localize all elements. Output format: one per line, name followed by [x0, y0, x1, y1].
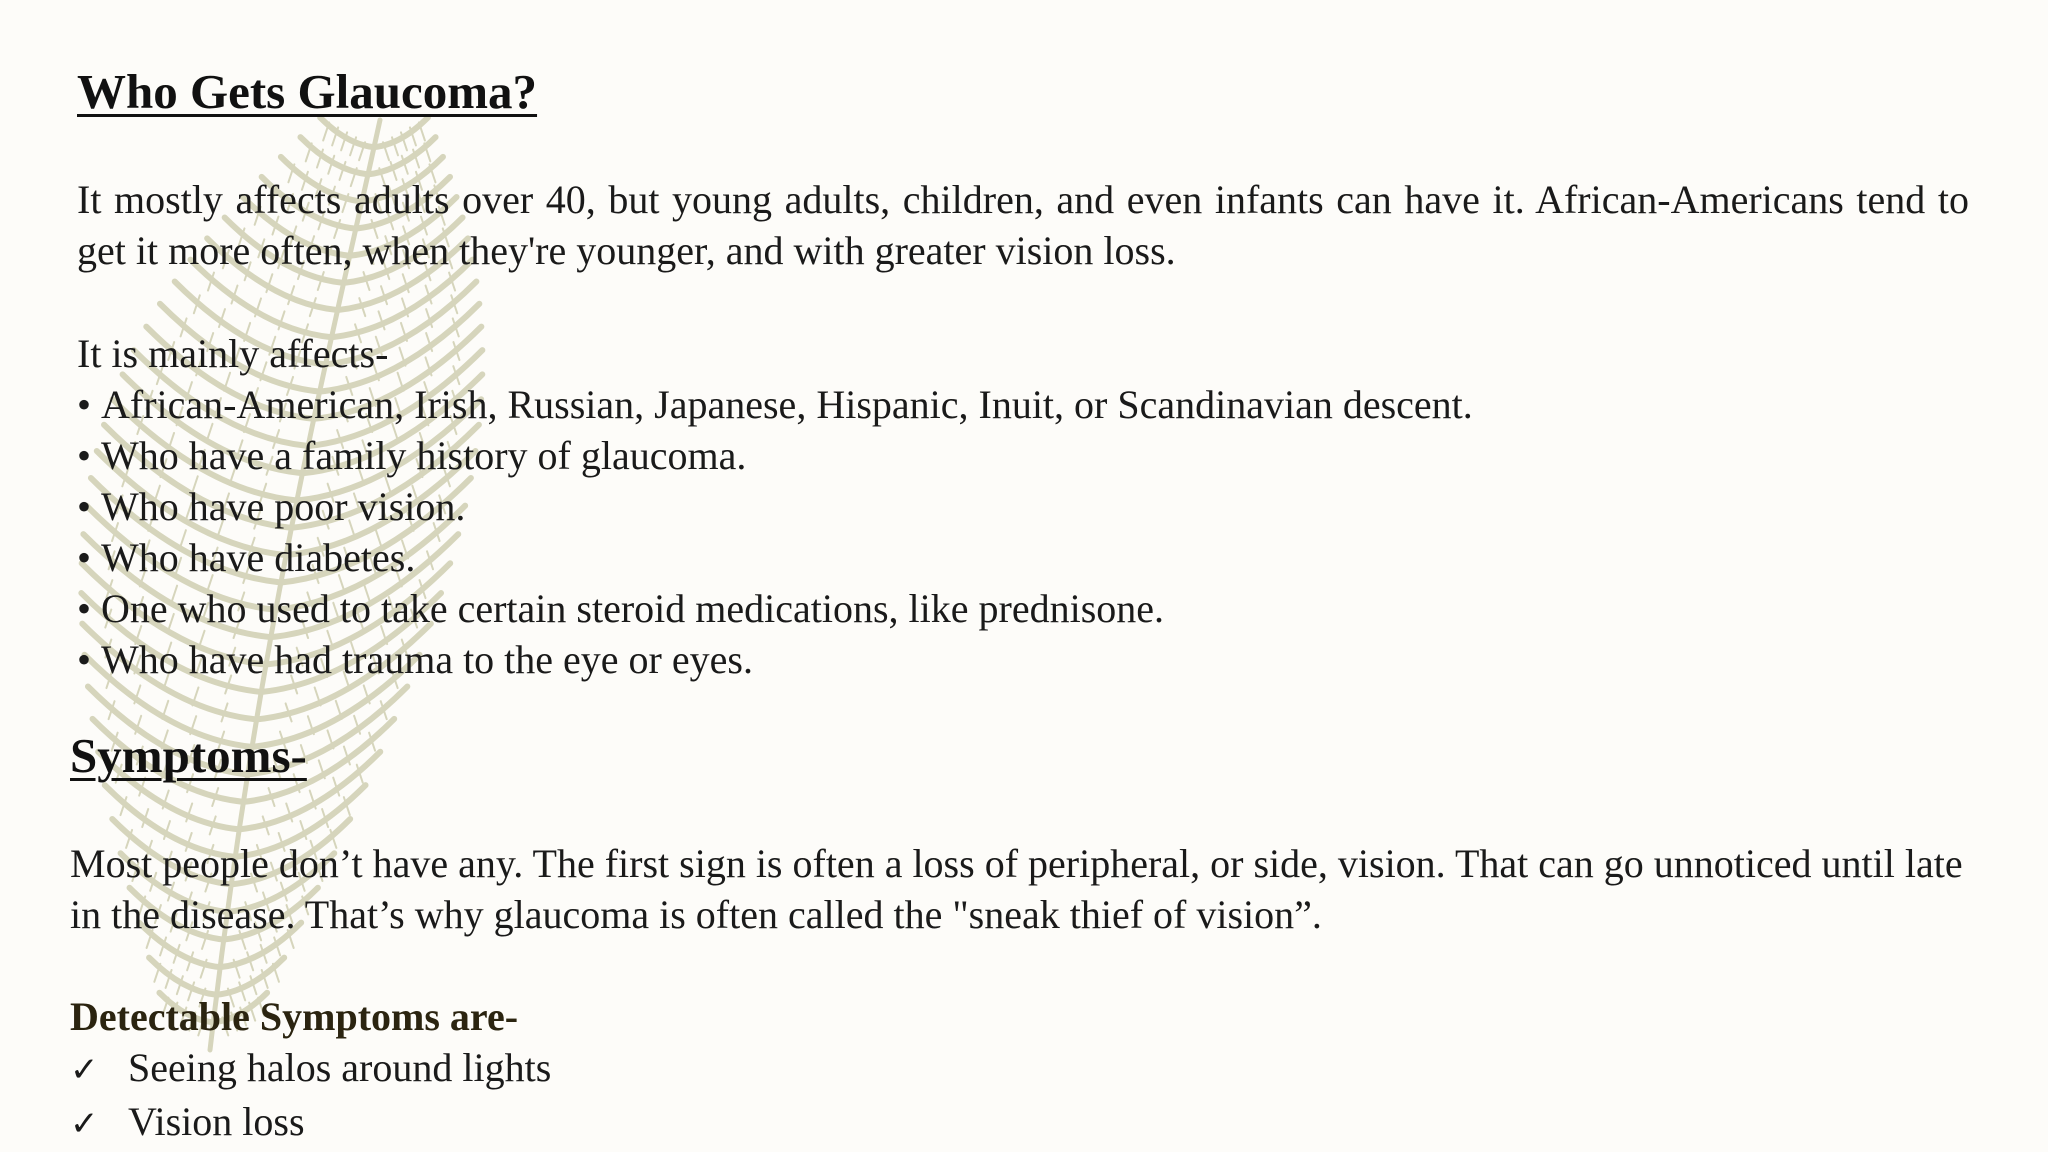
fern-vein: [166, 970, 172, 988]
fern-vein: [392, 137, 398, 155]
fern-vein: [194, 295, 200, 313]
fern-vein: [308, 716, 314, 734]
fern-vein: [344, 747, 350, 765]
checkmark-icon: ✓: [70, 1104, 99, 1144]
list-item: [77, 481, 1473, 532]
list-item-text: African-American, Irish, Russian, Japanese, Hispanic, Inuit, or Scandinavian descent.: [101, 382, 1473, 427]
fern-vein: [413, 150, 419, 168]
intro-paragraph: It mostly affects adults over 40, but young adults, children, and even infants can have it. African-Americans tend to get it more often, when they're younger, and with greater vision loss.: [77, 177, 1969, 273]
fern-vein: [310, 298, 316, 316]
fern-vein: [274, 937, 280, 955]
bullet-icon: •: [77, 637, 92, 682]
fern-leaflet: [374, 118, 428, 148]
fern-vein: [322, 809, 328, 827]
fern-vein: [379, 311, 385, 329]
fern-leaflet: [320, 118, 374, 148]
fern-vein: [357, 765, 363, 783]
fern-leaflet: [368, 137, 436, 174]
fern-vein: [174, 945, 180, 963]
fern-vein: [403, 274, 409, 292]
list-item-text: Vision loss: [128, 1099, 305, 1144]
fern-vein: [453, 342, 459, 360]
list-item-text: Who have poor vision.: [101, 484, 466, 529]
fern-vein: [453, 318, 459, 336]
bullet-icon: •: [77, 586, 92, 631]
fern-vein: [162, 701, 168, 719]
detectable-symptoms-title: Detectable Symptoms are-: [70, 994, 519, 1039]
list-item: [77, 532, 1473, 583]
fern-vein: [286, 803, 292, 821]
fern-vein: [401, 132, 407, 150]
fern-vein: [234, 960, 240, 978]
fern-vein: [164, 821, 170, 839]
fern-vein: [426, 286, 432, 304]
fern-vein: [263, 816, 269, 834]
list-item: [77, 583, 1473, 634]
fern-vein: [201, 960, 207, 978]
bullet-icon: •: [77, 382, 92, 427]
fern-vein: [323, 123, 329, 141]
fern-vein: [400, 348, 406, 366]
fern-vein: [273, 964, 279, 982]
fern-vein: [231, 286, 237, 304]
fern-vein: [219, 309, 225, 327]
fern-vein: [310, 791, 316, 809]
bullet-icon: •: [77, 535, 92, 580]
fern-vein: [359, 298, 365, 316]
symptoms-heading: Symptoms-: [70, 728, 307, 783]
list-item: [77, 430, 1473, 481]
fern-vein: [286, 703, 292, 721]
list-item: [77, 379, 1473, 430]
fern-vein: [328, 156, 334, 174]
fern-vein: [451, 295, 457, 313]
fern-vein: [426, 333, 432, 351]
fern-vein: [381, 701, 387, 719]
fern-vein: [222, 703, 228, 721]
fern-vein: [266, 274, 272, 292]
fern-vein: [426, 309, 432, 327]
fern-vein: [154, 964, 160, 982]
fern-vein: [381, 286, 387, 304]
detectable-symptoms-list: [70, 1042, 551, 1150]
fern-vein: [315, 687, 321, 705]
fern-vein: [364, 685, 370, 703]
fern-vein: [402, 298, 408, 316]
fern-vein: [262, 970, 268, 988]
fern-leaflet: [300, 137, 368, 174]
fern-vein: [383, 142, 389, 160]
fern-vein: [261, 945, 267, 963]
list-item-text: Who have a family history of glaucoma.: [101, 433, 747, 478]
fern-vein: [269, 788, 275, 806]
fern-vein: [279, 311, 285, 329]
fern-vein: [369, 733, 375, 751]
fern-vein: [210, 816, 216, 834]
list-item-text: Who have had trauma to the eye or eyes.: [101, 637, 753, 682]
fern-vein: [134, 685, 140, 703]
fern-vein: [333, 778, 339, 796]
fern-vein: [255, 298, 261, 316]
fern-vein: [247, 952, 253, 970]
fern-vein: [212, 788, 218, 806]
fern-vein: [187, 952, 193, 970]
fern-vein: [350, 137, 356, 155]
who-gets-glaucoma-heading: Who Gets Glaucoma?: [77, 64, 538, 119]
fern-vein: [354, 716, 360, 734]
fern-vein: [402, 156, 408, 174]
fern-vein: [341, 132, 347, 150]
fern-vein: [306, 143, 312, 161]
fern-vein: [288, 286, 294, 304]
fern-vein: [319, 760, 325, 778]
fern-vein: [336, 701, 342, 719]
list-item-text: One who used to take certain steroid medications, like prednisone.: [101, 586, 1165, 631]
list-item: [70, 1042, 551, 1096]
fern-vein: [332, 127, 338, 145]
fern-vein: [120, 797, 126, 815]
fern-vein: [419, 123, 425, 141]
fern-vein: [142, 809, 148, 827]
fern-vein: [410, 127, 416, 145]
symptoms-paragraph: Most people don’t have any. The first sign is often a loss of peripheral, or side, vision. That can go unnoticed until late in the disease. That’s why glaucoma is often called the "sneak thief of vision”.: [70, 841, 1963, 937]
fern-vein: [327, 730, 333, 748]
fern-vein: [317, 150, 323, 168]
fern-vein: [160, 937, 166, 955]
fern-vein: [359, 142, 365, 160]
list-item: [70, 1096, 551, 1150]
fern-vein: [186, 803, 192, 821]
affected-groups-list: [77, 379, 1473, 685]
fern-vein: [344, 797, 350, 815]
fern-vein: [163, 791, 169, 809]
checkmark-icon: ✓: [70, 1050, 99, 1090]
bullet-icon: •: [77, 484, 92, 529]
fern-vein: [426, 357, 432, 375]
list-item-text: Who have diabetes.: [101, 535, 416, 580]
fern-vein: [109, 701, 115, 719]
fern-vein: [424, 143, 430, 161]
list-item-text: Seeing halos around lights: [128, 1045, 552, 1090]
fern-leaflet: [217, 958, 285, 995]
fern-vein: [401, 323, 407, 341]
fern-vein: [300, 821, 306, 839]
fern-leaflet: [149, 958, 217, 995]
mainly-affects-label: It is mainly affects-: [77, 331, 389, 376]
bullet-icon: •: [77, 433, 92, 478]
fern-vein: [192, 687, 198, 705]
list-item: [77, 634, 1473, 685]
